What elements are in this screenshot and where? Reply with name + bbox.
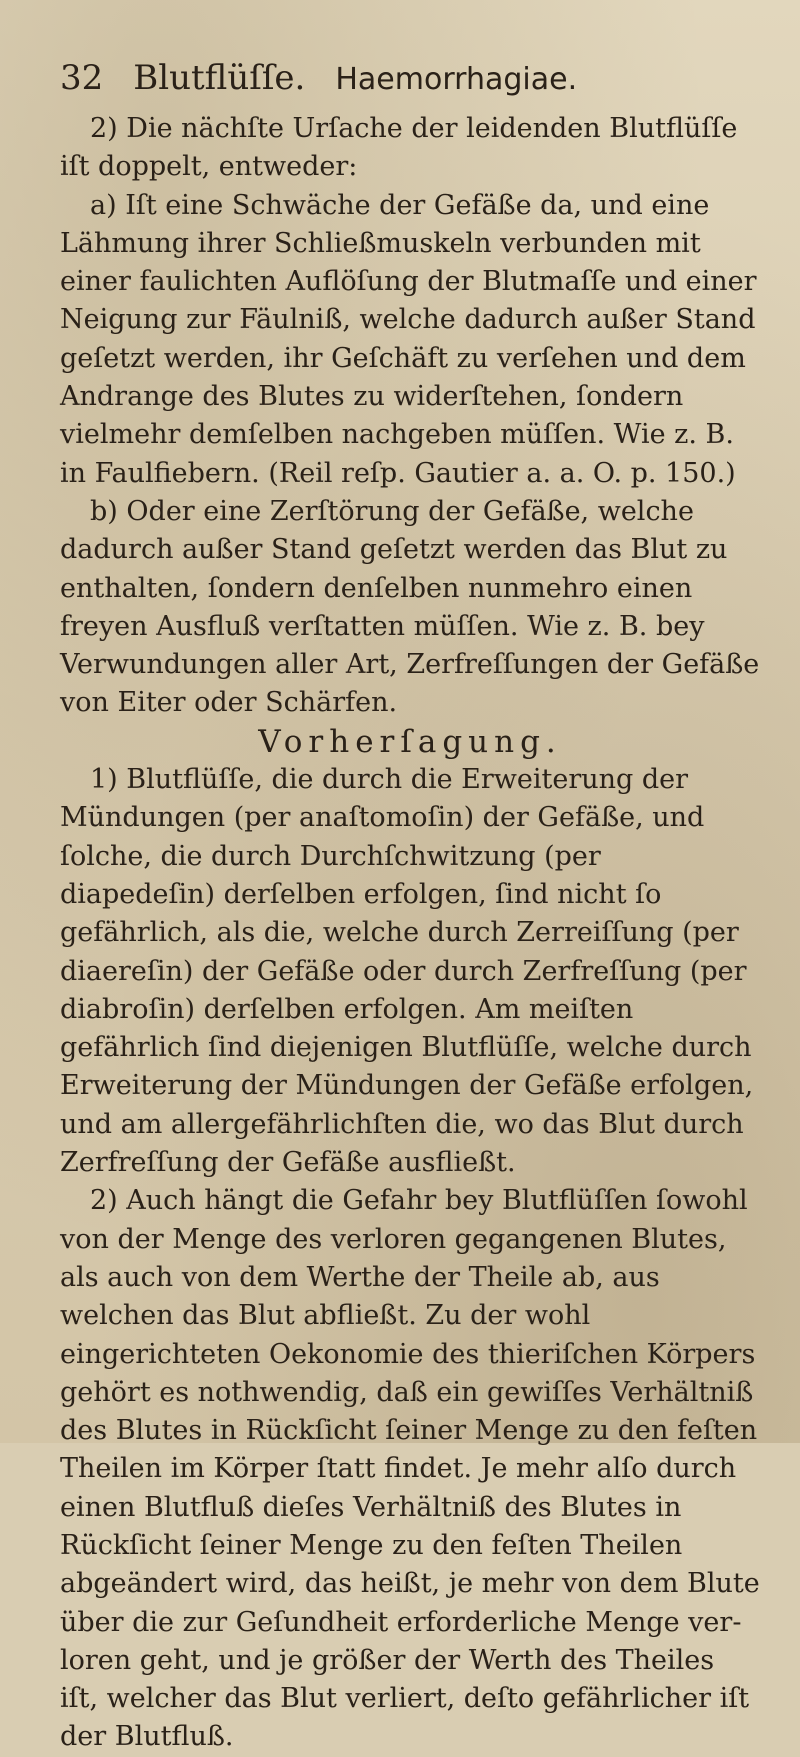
paragraph-prognosis-1: 1) Blutflüſſe, die durch die Erweiterung der Mündungen (per anaſtomoſin) der Gefäße, und ſolche, die durch Durchſchwitzung (per diapedeſin) derſelben erfolgen, ſind nicht ſo gefährlich, als die, welche durch Zerreiſſung (per diaereſin) der Gefäße oder durch Zerfreſſung (per diabroſin) derſelben erfolgen. Am meiſten gefährlich ſind diejenigen Blutflüſſe, welche durch Erweiterung der Mündungen der Gefäße erfolgen, und am allergefährlichſten die, wo das Blut durch Zerfreſſung der Gefäße ausfließt. [60, 764, 754, 1179]
page-header [60, 58, 577, 98]
page-number: 32 [60, 58, 104, 98]
page-body [60, 110, 760, 1757]
running-title: Blutflüſſe. [133, 58, 306, 98]
paragraph-cause-intro: 2) Die nächſte Urſache der leidenden Blutflüſſe iſt doppelt, entweder: [60, 113, 738, 183]
paragraph-cause-a: a) Iſt eine Schwäche der Gefäße da, und eine Lähmung ihrer Schließmuskeln verbunden mit einer faulichten Auflöſung der Blutmaſſe und einer Neigung zur Fäulniß, welche dadurch außer Stand geſetzt werden, ihr Geſchäft zu verſehen und dem Andrange des Blutes zu widerſtehen, ſondern vielmehr demſelben nachgeben müſſen. Wie z. B. in Faulfiebern. (Reil reſp. Gautier a. a. O. p. 150.) [60, 189, 757, 489]
latin-title: Haemorrhagiae. [335, 62, 578, 97]
section-heading [60, 723, 760, 761]
paragraph-cause-b: b) Oder eine Zerſtörung der Gefäße, welche dadurch außer Stand geſetzt werden das Blut zu enthalten, ſondern denſelben nunmehro einen freyen Ausfluß verſtatten müſſen. Wie z. B. bey Verwundungen aller Art, Zerfreſſungen der Gefäße von Eiter oder Schärfen. [60, 495, 760, 719]
paragraph-prognosis-2: 2) Auch hängt die Gefahr bey Blutflüſſen ſowohl von der Menge des verloren gegangenen Blutes, als auch von dem Werthe der Theile ab, aus welchen das Blut abfließt. Zu der wohl eingerichteten Oekonomie des thieriſchen Körpers gehört es nothwendig, daß ein gewiſſes Verhältniß des Blutes in Rückſicht ſeiner Menge zu den feſten Theilen im Körper ſtatt findet. Je mehr alſo durch einen Blutfluß dieſes Verhältniß des Blutes in Rückſicht ſeiner Menge zu den feſten Theilen abgeändert wird, das heißt, je mehr von dem Blute über die zur Geſundheit erforderliche Menge verloren geht, und je größer der Werth des Theiles iſt, welcher das Blut verliert, deſto gefährlicher iſt der Blutfluß. [60, 1185, 760, 1753]
section-heading-text: Vorherſagung. [258, 723, 562, 760]
